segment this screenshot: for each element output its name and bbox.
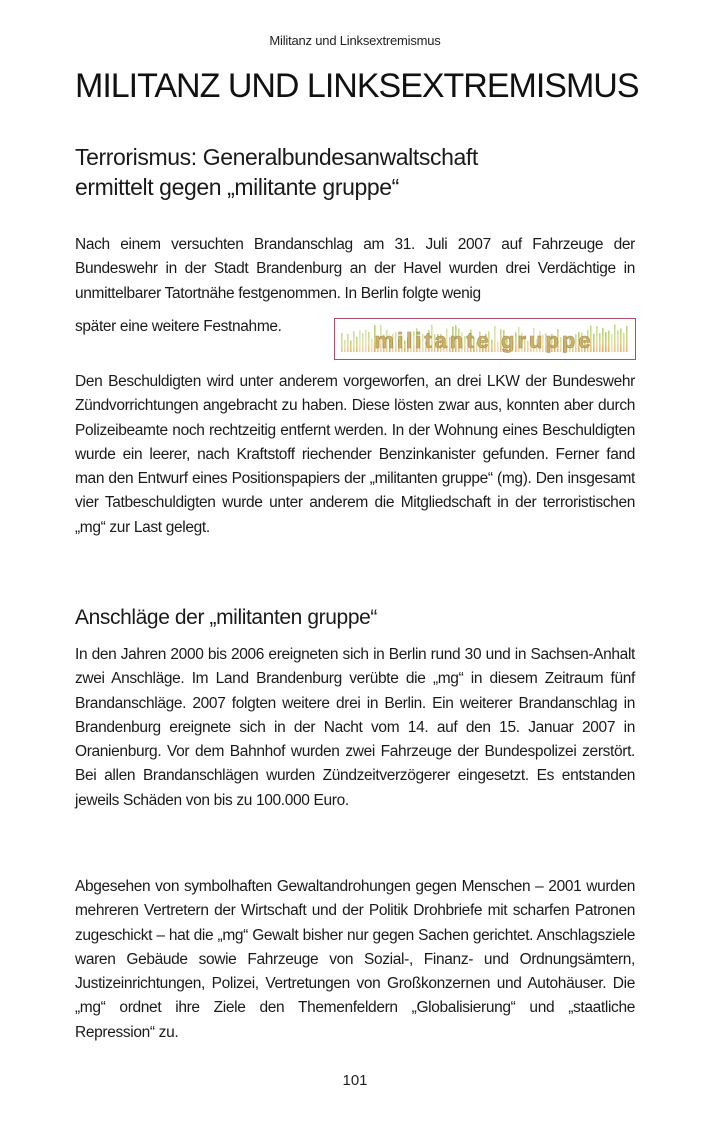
paragraph-arrests-last-line: später eine weitere Festnahme. <box>75 318 282 335</box>
logo-flame-stroke <box>623 333 625 352</box>
militante-gruppe-logo <box>334 318 636 360</box>
logo-flame-stroke <box>611 334 613 352</box>
section-heading-terrorismus <box>75 142 635 202</box>
logo-flame-stroke <box>365 330 367 352</box>
section-heading-line-1: Terrorismus: Generalbundesanwaltschaft <box>75 144 478 170</box>
logo-flame-stroke <box>614 324 616 352</box>
paragraph-targets: Abgesehen von symbolhaften Gewaltandrohungen gegen Menschen – 2001 wurden mehreren Vertretern der Wirtschaft und der Politik Drohbriefe mit scharfen Patronen zugeschickt – hat die „mg“ Gewalt bisher nur gegen Sachen gerichtet. Anschlagsziele waren Gebäude sowie Fahrzeuge von Sozial-, Finanz- und Ordnungsämtern, Justizeinrichtungen, Polizei, Vertretungen von Großkonzernen und Autohäuser. Die „mg“ ordnet ihre Ziele den Themenfeldern „Globalisierung“ und „staatliche Repression“ zu. <box>75 878 635 1041</box>
logo-flame-stroke <box>341 333 343 352</box>
logo-flame-stroke <box>605 332 607 352</box>
logo-flame-stroke <box>371 339 373 352</box>
paragraph-attacks: In den Jahren 2000 bis 2006 ereigneten sich in Berlin rund 30 und in Sachsen-Anhalt zwei Anschläge. Im Land Brandenburg verübte die „mg“ in diesem Zeitraum fünf Brandanschläge. 2007 folgten weitere drei in Berlin. Ein weiterer Brandanschlag in Brandenburg ereignete sich in der Nacht vom 14. auf den 15. Januar 2007 in Oranienburg. Vor dem Bahnhof wurden zwei Fahrzeuge der Bundespolizei zerstört. Bei allen Brandanschlägen wurden Zündzeitverzögerer eingesetzt. Es entstanden jeweils Schäden von bis zu 100.000 Euro. <box>75 646 635 809</box>
logo-flame-stroke <box>617 330 619 352</box>
logo-flame-stroke <box>608 331 610 352</box>
logo-flame-stroke <box>620 328 622 352</box>
logo-flame-stroke <box>596 326 598 352</box>
paragraph-arrests: Nach einem versuchten Brandanschlag am 31. Juli 2007 auf Fahrzeuge der Bundeswehr in der Stadt Brandenburg an der Havel wurden drei Verdächtige in unmittelbarer Tatortnähe festgenommen. In Berlin folgte wenig <box>75 236 635 302</box>
logo-flame-stroke <box>353 331 355 352</box>
logo-flame-stroke <box>602 328 604 352</box>
logo-flame-stroke <box>368 332 370 352</box>
logo-flame-stroke <box>344 340 346 352</box>
logo-flame-stroke <box>350 341 352 352</box>
chapter-title: MILITANZ UND LINKSEXTREMISMUS <box>75 67 639 105</box>
logo-text: militante gruppe <box>374 328 594 353</box>
logo-flame-stroke <box>599 333 601 352</box>
logo-flame-stroke <box>626 326 628 352</box>
page-number: 101 <box>342 1072 368 1089</box>
paragraph-accusations: Den Beschuldigten wird unter anderem vorgeworfen, an drei LKW der Bundeswehr Zündvorrichtungen angebracht zu haben. Diese lösten zwar aus, konnten aber durch Polizeibeamte noch rechtzeitig entfernt werden. In der Wohnung eines Beschuldigten wurde ein leerer, nach Kraftstoff riechender Benzinkanister gefunden. Ferner fand man den Entwurf eines Positionspapiers der „militanten gruppe“ (mg). Den insgesamt vier Tatbeschuldigten wurde unter anderem die Mitgliedschaft in der terroristischen „mg“ zur Last gelegt. <box>75 373 635 536</box>
logo-flame-stroke <box>356 337 358 352</box>
logo-flame-stroke <box>347 334 349 352</box>
section-heading-anschlaege: Anschläge der „militanten gruppe“ <box>75 606 377 629</box>
running-header: Militanz und Linksextremismus <box>269 33 441 48</box>
logo-graphic <box>335 319 634 358</box>
logo-flame-stroke <box>359 330 361 352</box>
logo-flame-stroke <box>362 333 364 352</box>
section-heading-line-2: ermittelt gegen „militante gruppe“ <box>75 174 399 200</box>
